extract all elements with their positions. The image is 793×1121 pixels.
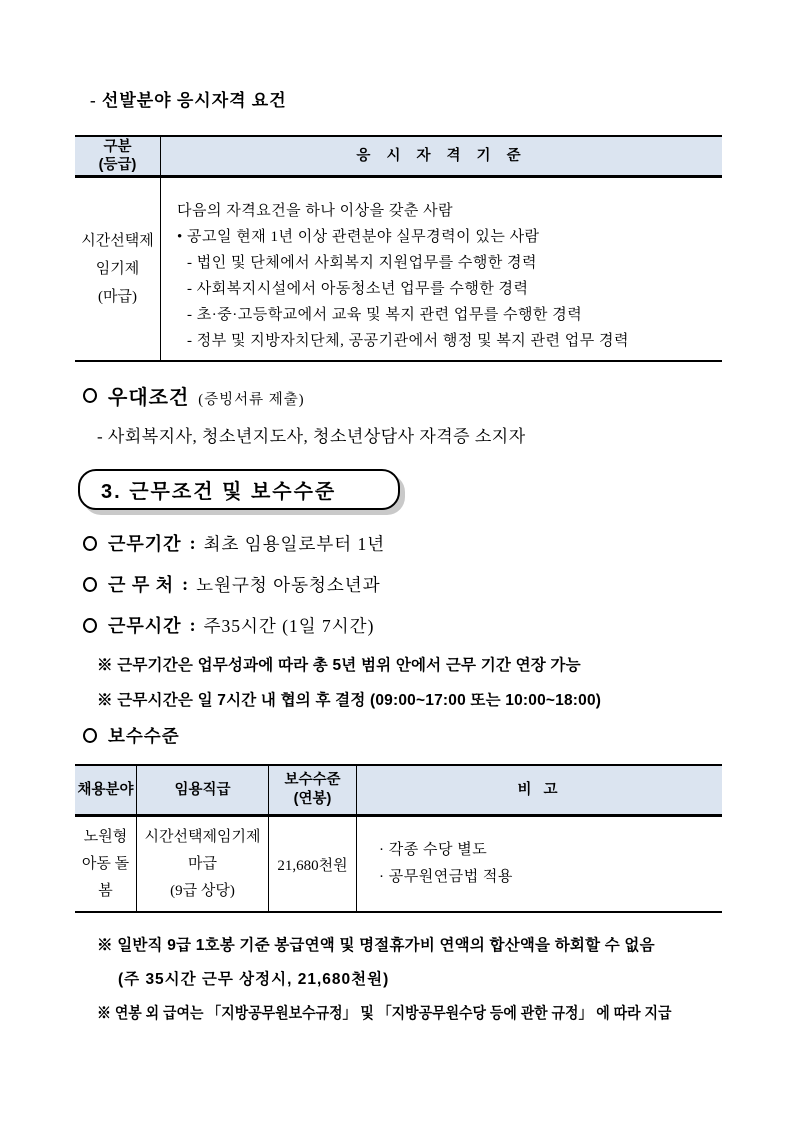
row-label-cell: 시간선택제 임기제 (마급) [81,233,154,305]
circle-bullet-icon [83,728,97,743]
pay-level-heading [75,723,722,748]
circle-bullet-icon [83,618,97,633]
criteria-line: - 초·중·고등학교에서 교육 및 복지 관련 업무를 수행한 경력 [187,307,583,323]
criteria-cell [160,178,722,360]
footnote-minimum-pay: ※ 일반직 9급 1호봉 기준 봉급연액 및 명절휴가비 연액의 합산액을 하회할 수 없음 [97,937,655,954]
field-cell: 노원형 아동 돌봄 [81,828,130,899]
pay-table [75,764,722,913]
criteria-line: - 법인 및 단체에서 사회복지 지원업무를 수행한 경력 [187,255,538,271]
header-cell-category: 구분 (등급) [98,139,137,173]
preferred-title: 우대조건 [108,387,190,409]
header-cell-remarks: 비 고 [356,766,722,814]
work-condition-list [75,530,722,638]
criteria-line: • 공고일 현재 1년 이상 관련분야 실무경력이 있는 사람 [177,229,540,245]
work-item-period: 근무기간 : 최초 임용일로부터 1년 [83,530,722,556]
work-item-hours: 근무시간 : 주35시간 (1일 7시간) [83,612,722,638]
header-cell-grade: 임용직급 [136,766,268,814]
work-item-place: 근 무 처 : 노원구청 아동청소년과 [83,571,722,597]
pay-heading-text: 보수수준 [108,726,180,746]
criteria-line: 다음의 자격요건을 하나 이상을 갖춘 사람 [177,203,454,219]
circle-bullet-icon [83,577,97,592]
header-cell-field: 채용분야 [77,781,134,798]
note-period-extension: ※ 근무기간은 업무성과에 따라 총 5년 범위 안에서 근무 기간 연장 가능 [97,657,581,674]
note-hours-agreement: ※ 근무시간은 일 7시간 내 협의 후 결정 (09:00~17:00 또는 10:00~18:00) [97,692,602,709]
header-cell-pay: 보수수준 (연봉) [268,766,356,814]
preferred-item: - 사회복지사, 청소년지도사, 청소년상담사 자격증 소지자 [97,427,526,446]
preferred-title-suffix: (증빙서류 제출) [198,392,305,408]
pay-footnotes [75,933,722,1023]
header-cell-criteria: 응 시 자 격 기 준 [160,137,722,175]
remarks-cell: · 각종 수당 별도 · 공무원연금법 적용 [356,817,722,911]
qualification-table [75,135,722,362]
criteria-line: - 정부 및 지방자치단체, 공공기관에서 행정 및 복지 관련 업무 경력 [187,333,629,349]
pay-table-row [75,817,722,911]
qualification-table-header [75,137,722,178]
section3-title-box [78,469,400,510]
footnote-regulations: ※ 연봉 외 급여는 「지방공무원보수규정」 및 「지방공무원수당 등에 관한 규정」 에 따라 지급 [97,1005,672,1022]
work-condition-notes [75,653,722,710]
pay-cell: 21,680천원 [268,817,356,911]
section3-title: 3. 근무조건 및 보수수준 [101,481,337,503]
footnote-minimum-pay-detail: (주 35시간 근무 상정시, 21,680천원) [118,971,390,988]
qualification-table-row [75,178,722,360]
criteria-line: - 사회복지시설에서 아동청소년 업무를 수행한 경력 [187,281,529,297]
circle-bullet-icon [83,388,97,403]
grade-cell: 시간선택제임기제 마급 (9급 상당) [136,817,268,911]
pay-table-header [75,766,722,817]
selection-requirements-heading: - 선발분야 응시자격 요건 [90,91,287,110]
preferred-conditions-heading [75,381,722,410]
circle-bullet-icon [83,536,97,551]
